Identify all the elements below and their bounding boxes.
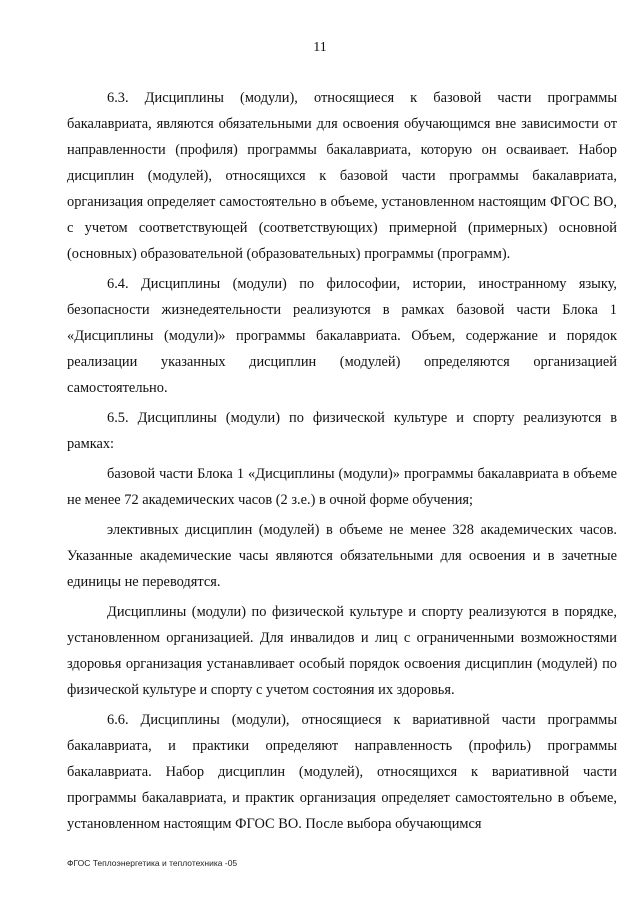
paragraph-elective: элективных дисциплин (модулей) в объеме не менее 328 академических часов. Указанные академические часы являются обязательными для освоения и в зачетные единицы не переводятся. [67, 522, 617, 590]
paragraph-basic-part: базовой части Блока 1 «Дисциплины (модули)» программы бакалавриата в объеме не менее 72 академических часов (2 з.е.) в очной форме обучения; [67, 466, 617, 508]
paragraph-6-3: 6.3. Дисциплины (модули), относящиеся к базовой части программы бакалавриата, являются обязательными для освоения обучающимся вне зависимости от направленности (профиля) программы бакалавриата, которую он осваивает. Набор дисциплин (модулей), относящихся к базовой части программы бакалавриата, организация определяет самостоятельно в объеме, установленном настоящим ФГОС ВО, с учетом соответствующей (соответствующих) примерной (примерных) основной (основных) образовательной (образовательных) программы (программ). [67, 90, 617, 262]
body-text [67, 85, 617, 841]
paragraph-6-5: 6.5. Дисциплины (модули) по физической культуре и спорту реализуются в рамках: [67, 410, 617, 452]
paragraph-pe-order: Дисциплины (модули) по физической культуре и спорту реализуются в порядке, установленном организацией. Для инвалидов и лиц с ограниченными возможностями здоровья организация устанавливает особый порядок освоения дисциплин (модулей) по физической культуре и спорту с учетом состояния их здоровья. [67, 604, 617, 698]
paragraph-6-6: 6.6. Дисциплины (модули), относящиеся к вариативной части программы бакалавриата, и практики определяют направленность (профиль) программы бакалавриата. Набор дисциплин (модулей), относящихся к вариативной части программы бакалавриата, и практик организация определяет самостоятельно в объеме, установленном настоящим ФГОС ВО. После выбора обучающимся [67, 712, 617, 832]
footer-standard: ФГОС Теплоэнергетика и теплотехника -05 [67, 858, 238, 868]
paragraph-6-4: 6.4. Дисциплины (модули) по философии, истории, иностранному языку, безопасности жизнедеятельности реализуются в рамках базовой части Блока 1 «Дисциплины (модули)» программы бакалавриата. Объем, содержание и порядок реализации указанных дисциплин (модулей) определяются организацией самостоятельно. [67, 276, 617, 396]
page-number: 11 [313, 40, 327, 55]
